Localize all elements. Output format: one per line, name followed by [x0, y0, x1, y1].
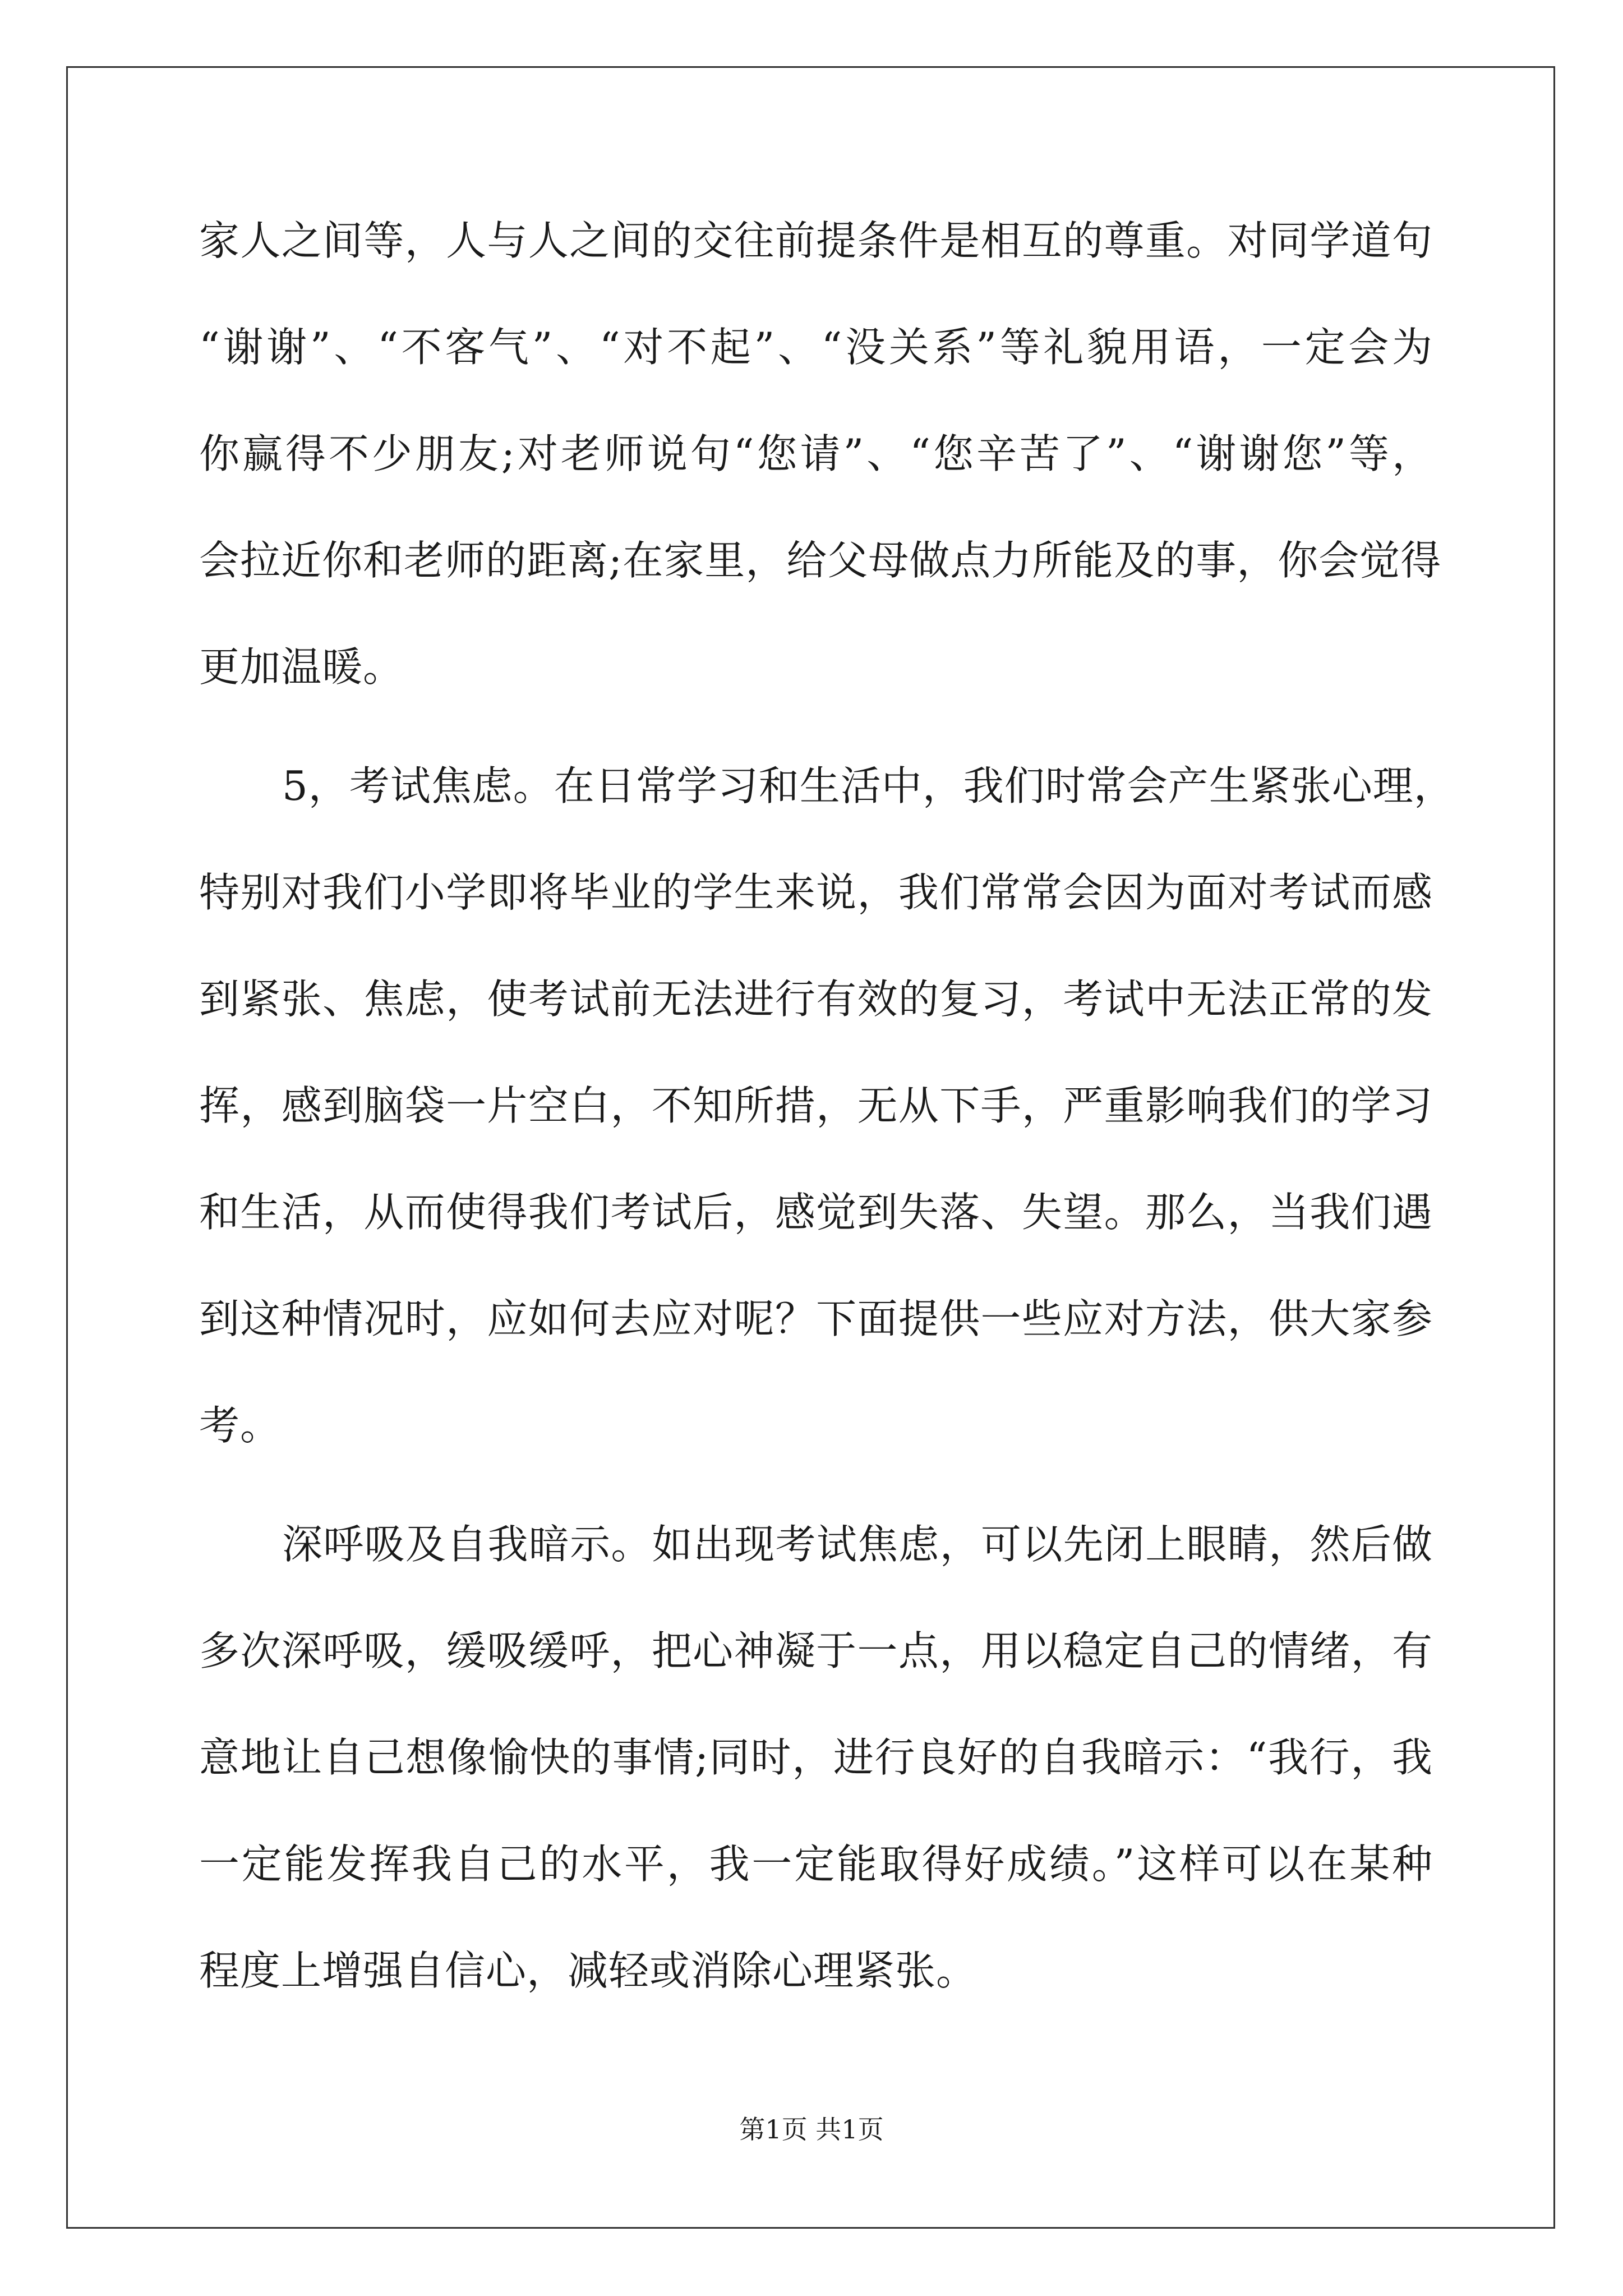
page-footer: 第1页 共1页 [739, 2114, 884, 2145]
paragraph-gap [199, 1499, 1433, 1511]
text-line: “谢谢”、“不客气”、“对不起”、“没关系”等礼貌用语，一定会为 [199, 324, 1433, 371]
text-line: 意地让自己想像愉快的事情;同时，进行良好的自我暗示：“我行，我 [199, 1734, 1433, 1781]
text-line: 多次深呼吸，缓吸缓呼，把心神凝于一点，用以稳定自己的情绪，有 [199, 1627, 1433, 1674]
text-line: 会拉近你和老师的距离;在家里，给父母做点力所能及的事，你会觉得 [199, 537, 1442, 584]
text-line: 你赢得不少朋友;对老师说句“您请”、“您辛苦了”、“谢谢您”等， [199, 430, 1433, 477]
paragraph-gap [199, 740, 1433, 753]
text-line: 家人之间等，人与人之间的交往前提条件是相互的尊重。对同学道句 [199, 217, 1433, 264]
text-line: 挥，感到脑袋一片空白，不知所措，无从下手，严重影响我们的学习 [199, 1082, 1433, 1129]
text-line: 深呼吸及自我暗示。如出现考试焦虑，可以先闭上眼睛，然后做 [282, 1521, 1433, 1568]
text-line: 到这种情况时，应如何去应对呢？下面提供一些应对方法，供大家参 [199, 1295, 1433, 1342]
text-line: 更加温暖。 [199, 643, 404, 691]
text-line: 和生活，从而使得我们考试后，感觉到失落、失望。那么，当我们遇 [199, 1189, 1433, 1236]
text-line: 一定能发挥我自己的水平，我一定能取得好成绩。”这样可以在某种 [199, 1841, 1433, 1888]
text-line: 程度上增强自信心，减轻或消除心理紧张。 [199, 1947, 978, 1994]
text-line: 到紧张、焦虑，使考试前无法进行有效的复习，考试中无法正常的发 [199, 976, 1433, 1023]
text-line: 5，考试焦虑。在日常学习和生活中，我们时常会产生紧张心理， [282, 762, 1455, 809]
text-line: 特别对我们小学即将毕业的学生来说，我们常常会因为面对考试而感 [199, 869, 1433, 916]
document-body [199, 208, 1455, 2044]
text-line: 考。 [199, 1402, 282, 1449]
